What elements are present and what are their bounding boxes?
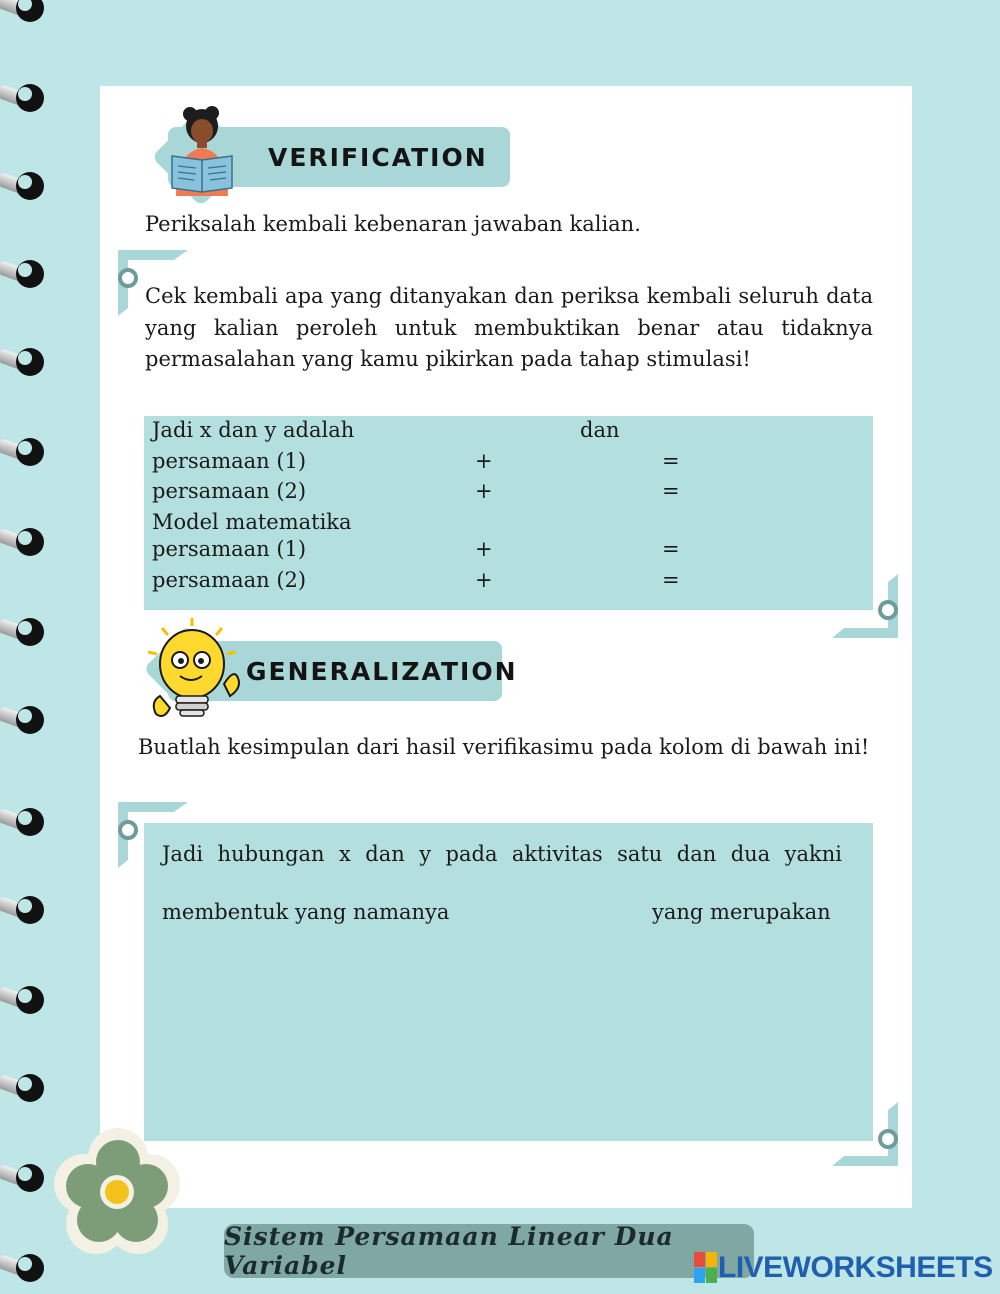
conclusion-line-2-prefix: membentuk yang namanya — [162, 900, 450, 924]
binding-ring — [0, 168, 52, 208]
model-equation-2-plus: + — [475, 568, 493, 592]
verification-task: Cek kembali apa yang ditanyakan dan periksa kembali seluruh data yang kalian peroleh untuk membuktikan benar atau tidaknya permasalahan yang kamu pikirkan pada tahap stimulasi! — [145, 284, 873, 371]
model-equation-1-label: persamaan (1) — [152, 537, 307, 561]
bracket-ring — [878, 600, 898, 620]
model-label: Model matematika — [152, 510, 352, 534]
model-equation-1-equals: = — [662, 537, 680, 561]
equation-2-plus: + — [475, 479, 493, 503]
answer-line-xy: Jadi x dan y adalah — [152, 418, 355, 442]
equation-2-label: persamaan (2) — [152, 479, 307, 503]
bracket-ring — [118, 820, 138, 840]
liveworksheets-badge-icon — [694, 1252, 718, 1284]
verification-title: VERIFICATION — [168, 127, 510, 187]
binding-ring — [0, 982, 52, 1022]
equation-1-plus: + — [475, 449, 493, 473]
conclusion-line-2-suffix: yang merupakan — [652, 900, 831, 924]
bracket-ring — [878, 1129, 898, 1149]
generalization-instruction: Buatlah kesimpulan dari hasil verifikasimu pada kolom di bawah ini! — [138, 735, 870, 759]
reading-person-icon — [160, 104, 244, 196]
lightbulb-icon — [142, 616, 246, 724]
binding-ring — [0, 804, 52, 844]
bracket-ring — [118, 268, 138, 288]
model-equation-1-plus: + — [475, 537, 493, 561]
liveworksheets-brand: LIVEWORKSHEETS — [718, 1251, 993, 1284]
binding-ring — [0, 80, 52, 120]
binding-ring — [0, 434, 52, 474]
binding-ring — [0, 1160, 52, 1200]
flower-icon — [54, 1128, 182, 1258]
model-equation-2-label: persamaan (2) — [152, 568, 307, 592]
equation-1-label: persamaan (1) — [152, 449, 307, 473]
equation-2-equals: = — [662, 479, 680, 503]
binding-ring — [0, 344, 52, 384]
binding-ring — [0, 702, 52, 742]
conclusion-line-1: Jadi hubungan x dan y pada aktivitas satu dan dua yakni — [162, 842, 842, 866]
binding-ring — [0, 0, 52, 30]
binding-ring — [0, 1070, 52, 1110]
binding-ring — [0, 524, 52, 564]
model-equation-2-equals: = — [662, 568, 680, 592]
generalization-title: GENERALIZATION — [168, 641, 502, 701]
equation-1-equals: = — [662, 449, 680, 473]
generalization-answer-box[interactable] — [144, 823, 873, 1141]
binding-ring — [0, 1250, 52, 1290]
binding-ring — [0, 614, 52, 654]
binding-ring — [0, 256, 52, 296]
footer-title: Sistem Persamaan Linear Dua Variabel — [224, 1224, 754, 1278]
answer-line-and: dan — [580, 418, 620, 442]
spiral-binding — [0, 0, 60, 1294]
binding-ring — [0, 892, 52, 932]
verification-instruction: Periksalah kembali kebenaran jawaban kalian. — [145, 212, 641, 236]
liveworksheets-logo[interactable] — [694, 1250, 993, 1286]
